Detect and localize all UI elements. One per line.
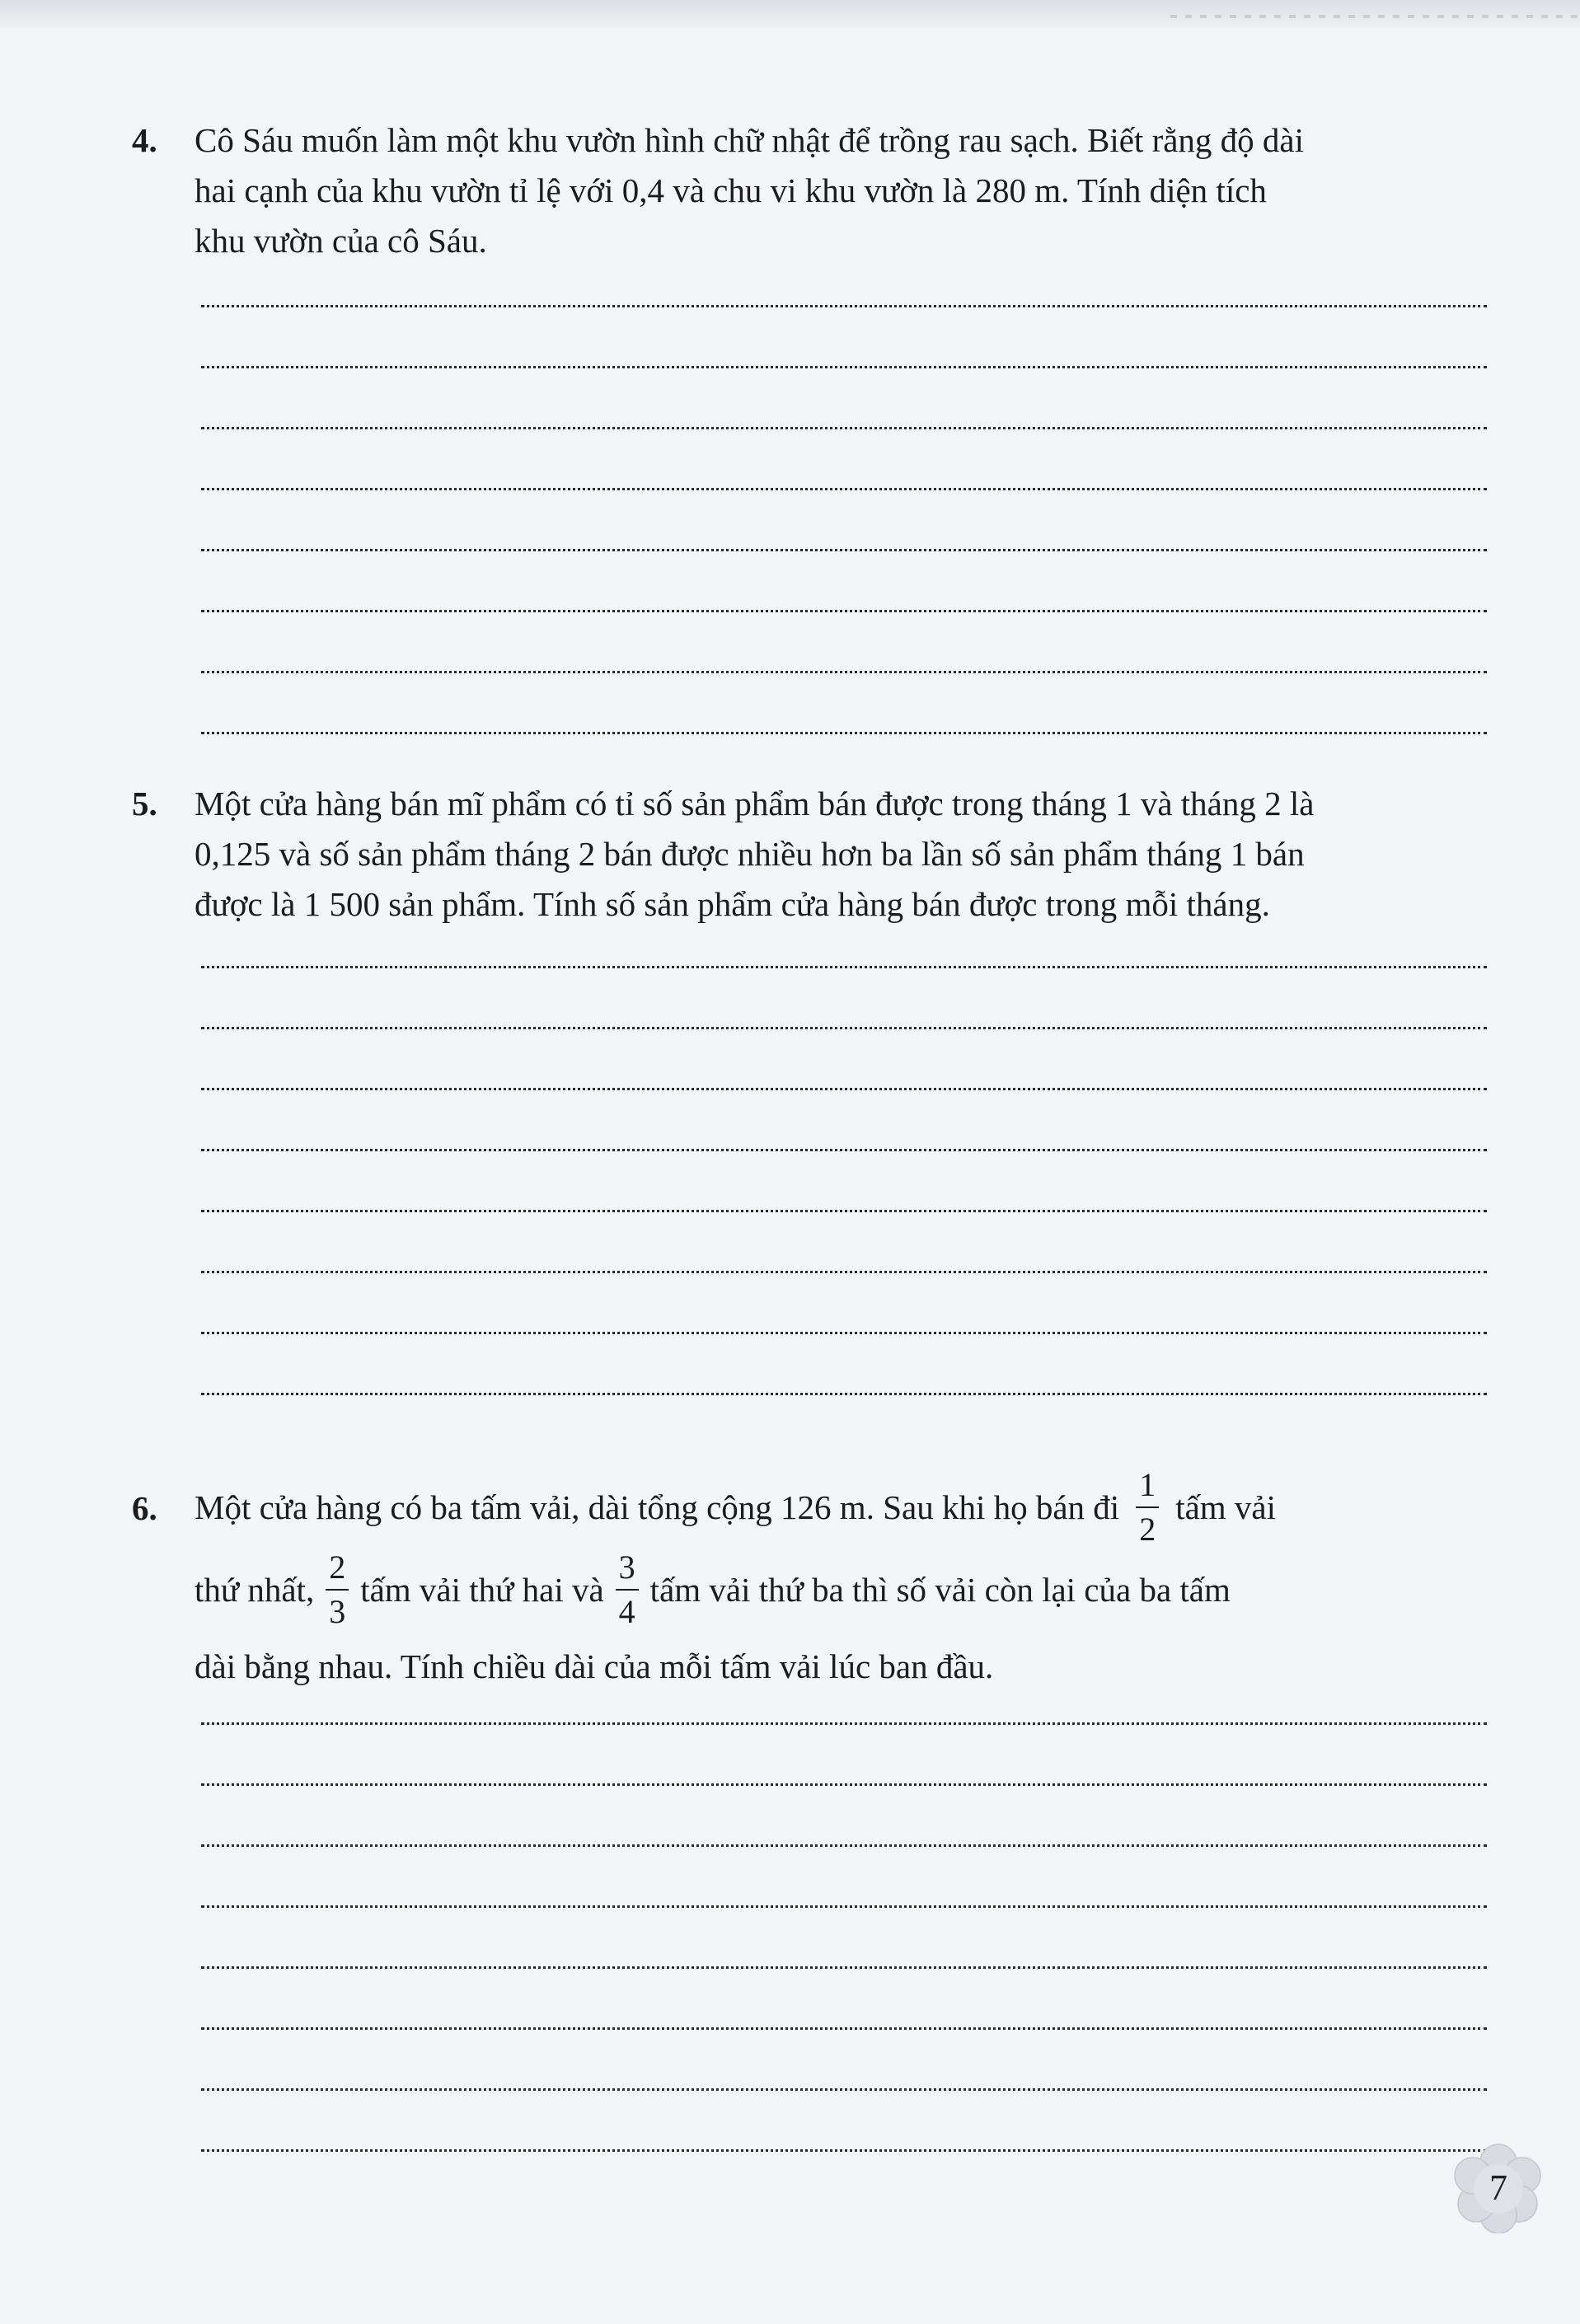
problem-line: dài bằng nhau. Tính chiều dài của mỗi tấm vải lúc ban đầu.	[195, 1647, 994, 1685]
fraction-denominator: 2	[1139, 1511, 1156, 1548]
answer-line[interactable]	[201, 305, 1487, 307]
decorative-dots	[1170, 15, 1580, 18]
problem-text: Một cửa hàng có ba tấm vải, dài tổng cộng 126 m. Sau khi họ bán đi	[195, 1488, 1120, 1526]
answer-line[interactable]	[201, 488, 1487, 490]
answer-line[interactable]	[201, 610, 1487, 612]
problem-line	[195, 1466, 1276, 1549]
answer-line[interactable]	[201, 966, 1487, 968]
answer-line[interactable]	[201, 732, 1487, 734]
fraction-three-quarters	[616, 1551, 639, 1628]
fraction-denominator: 4	[618, 1593, 635, 1630]
answer-line[interactable]	[201, 1271, 1487, 1273]
worksheet-page	[0, 28, 1580, 2324]
answer-line[interactable]	[201, 2027, 1487, 2030]
answer-line[interactable]	[201, 1966, 1487, 1969]
answer-line[interactable]	[201, 2149, 1487, 2152]
problem-line: Một cửa hàng bán mĩ phẩm có tỉ số sản phẩm bán được trong tháng 1 và tháng 2 là	[195, 785, 1315, 822]
page-number: 7	[1489, 2167, 1507, 2208]
problem-number: 6.	[132, 1489, 157, 1527]
answer-line[interactable]	[201, 1027, 1487, 1029]
problem-line: được là 1 500 sản phẩm. Tính số sản phẩm cửa hàng bán được trong mỗi tháng.	[195, 885, 1270, 923]
problem-line: hai cạnh của khu vườn tỉ lệ với 0,4 và chu vi khu vườn là 280 m. Tính diện tích	[195, 171, 1267, 209]
problem-line: khu vườn của cô Sáu.	[195, 222, 487, 260]
answer-line[interactable]	[201, 1149, 1487, 1151]
problem-line: 0,125 và số sản phẩm tháng 2 bán được nhiều hơn ba lần số sản phẩm tháng 1 bán	[195, 835, 1305, 873]
answer-line[interactable]	[201, 1905, 1487, 1908]
problem-text: tấm vải thứ ba thì số vải còn lại của ba tấm	[649, 1571, 1231, 1609]
answer-line[interactable]	[201, 1332, 1487, 1334]
answer-line[interactable]	[201, 366, 1487, 368]
answer-line[interactable]	[201, 1393, 1487, 1395]
problem-text: tấm vải	[1175, 1488, 1277, 1526]
answer-line[interactable]	[201, 1844, 1487, 1847]
problem-text: tấm vải thứ hai và	[360, 1571, 604, 1609]
fraction-denominator: 3	[329, 1593, 346, 1630]
problem-line: Cô Sáu muốn làm một khu vườn hình chữ nhật để trồng rau sạch. Biết rằng độ dài	[195, 121, 1305, 159]
answer-line[interactable]	[201, 549, 1487, 551]
page-number-badge	[1453, 2143, 1544, 2233]
fraction-numerator: 2	[326, 1551, 349, 1591]
fraction-one-half	[1136, 1466, 1159, 1548]
top-band	[0, 0, 1580, 28]
answer-line[interactable]	[201, 2088, 1487, 2091]
answer-line[interactable]	[201, 1722, 1487, 1725]
problem-number: 4.	[132, 121, 157, 159]
problem-text: thứ nhất,	[195, 1571, 315, 1609]
fraction-numerator: 3	[616, 1551, 639, 1591]
problem-line	[195, 1549, 1231, 1631]
problem-number: 5.	[132, 785, 157, 822]
answer-line[interactable]	[201, 1783, 1487, 1786]
fraction-numerator: 1	[1136, 1469, 1159, 1508]
fraction-two-thirds	[326, 1551, 349, 1628]
answer-line[interactable]	[201, 1088, 1487, 1090]
answer-line[interactable]	[201, 671, 1487, 673]
answer-line[interactable]	[201, 1210, 1487, 1212]
answer-line[interactable]	[201, 427, 1487, 429]
